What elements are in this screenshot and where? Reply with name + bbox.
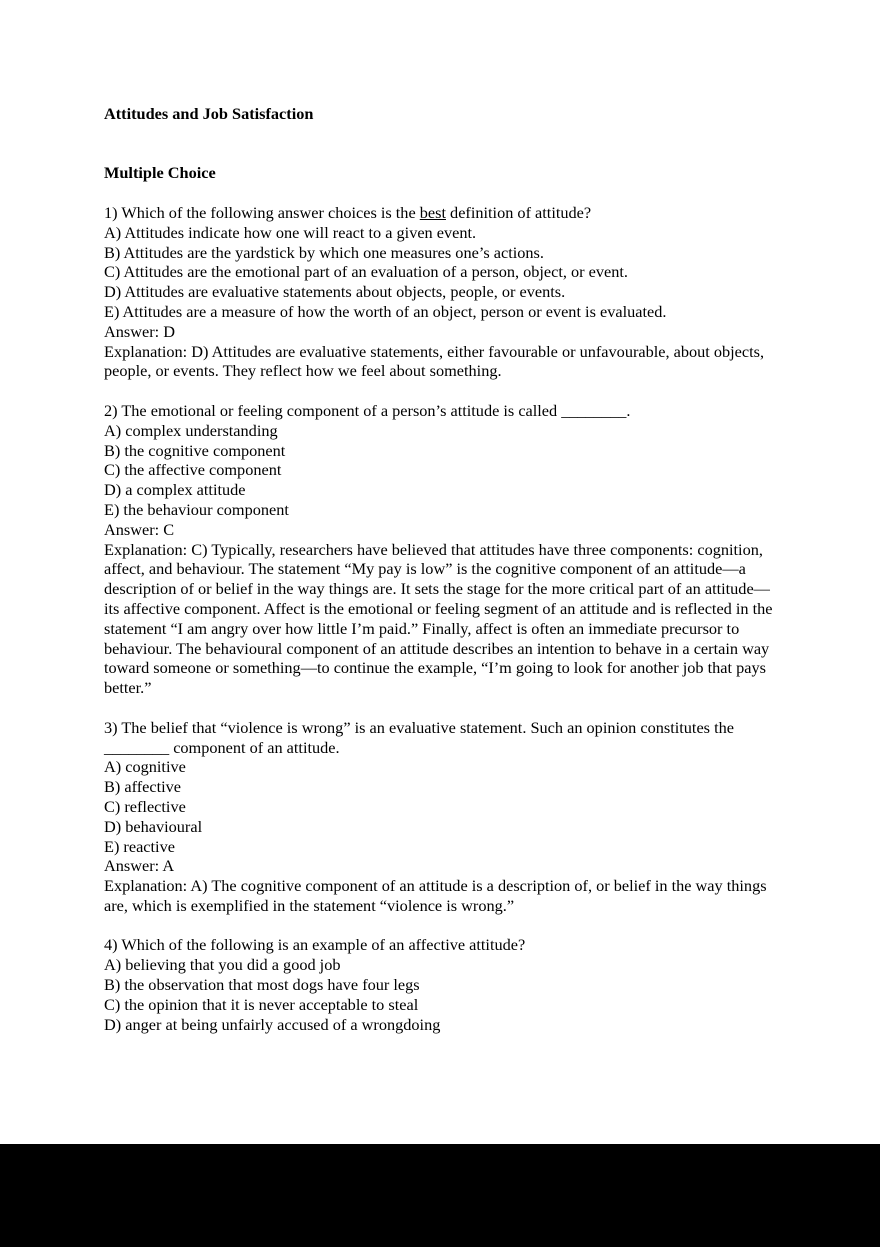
question-list: [104, 203, 784, 1054]
option-b: B) affective: [104, 777, 181, 797]
option-b: B) the observation that most dogs have four legs: [104, 975, 420, 995]
document-title: Attitudes and Job Satisfaction: [104, 104, 314, 123]
option-a: A) Attitudes indicate how one will react to a given event.: [104, 222, 477, 242]
question-3: [104, 718, 784, 916]
option-d: D) Attitudes are evaluative statements about objects, people, or events.: [104, 282, 566, 302]
question-1: [104, 203, 784, 381]
question-stem: 2) The emotional or feeling component of a person’s attitude is called ________.: [104, 400, 631, 420]
option-a: A) believing that you did a good job: [104, 955, 341, 975]
answer: Answer: D: [104, 321, 175, 341]
option-e: E) Attitudes are a measure of how the worth of an object, person or event is evaluated.: [104, 301, 667, 321]
question-2: [104, 401, 784, 698]
bottom-black-band: [0, 1144, 880, 1247]
explanation: Explanation: D) Attitudes are evaluative statements, either favourable or unfavourable, about objects, people, or events. They reflect how we feel about something.: [104, 341, 765, 381]
option-c: C) reflective: [104, 796, 186, 816]
option-b: B) the cognitive component: [104, 440, 286, 460]
option-a: A) complex understanding: [104, 420, 278, 440]
question-stem: 4) Which of the following is an example of an affective attitude?: [104, 935, 526, 955]
explanation: Explanation: A) The cognitive component of an attitude is a description of, or belief in the way things are, which is exemplified in the statement “violence is wrong.”: [104, 876, 767, 915]
option-d: D) anger at being unfairly accused of a wrongdoing: [104, 1014, 441, 1034]
answer: Answer: C: [104, 519, 175, 539]
question-stem: 3) The belief that “violence is wrong” is an evaluative statement. Such an opinion constitutes the ________ component of an attitude.: [104, 717, 734, 757]
option-d: D) a complex attitude: [104, 480, 246, 500]
question-stem: 1) Which of the following answer choices is the best definition of attitude?: [104, 203, 592, 222]
option-a: A) cognitive: [104, 757, 186, 777]
answer: Answer: A: [104, 856, 175, 876]
option-c: C) Attitudes are the emotional part of an evaluation of a person, object, or event.: [104, 262, 628, 282]
question-4: [104, 935, 784, 1034]
explanation: Explanation: C) Typically, researchers have believed that attitudes have three components: cognition, affect, and behaviour. The statement “My pay is low” is the cognitive component of an attitude—a description of or belief in the way things are. It sets the stage for the more critical part of an attitude—its affective component. Affect is the emotional or feeling segment of an attitude and is reflected in the statement “I am angry over how little I’m paid.” Finally, affect is often an immediate precursor to behaviour. The behavioural component of an attitude describes an intention to behave in a certain way toward someone or something—to continue the example, “I’m going to look for another job that pays better.”: [104, 539, 773, 698]
option-e: E) the behaviour component: [104, 499, 289, 519]
option-d: D) behavioural: [104, 816, 203, 836]
emphasis-underline: best: [419, 203, 446, 222]
option-e: E) reactive: [104, 836, 175, 856]
option-b: B) Attitudes are the yardstick by which one measures one’s actions.: [104, 242, 544, 262]
option-c: C) the opinion that it is never acceptable to steal: [104, 994, 419, 1014]
section-title: Multiple Choice: [104, 163, 216, 182]
option-c: C) the affective component: [104, 460, 282, 480]
document-content: [104, 104, 784, 1034]
